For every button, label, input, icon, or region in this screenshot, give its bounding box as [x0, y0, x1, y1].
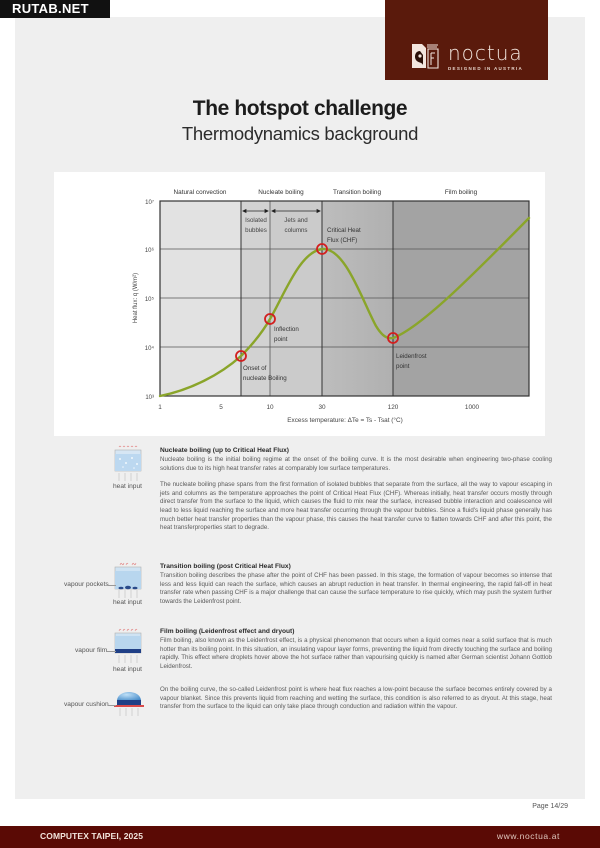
x-axis-ticks: [158, 404, 479, 411]
svg-text:10⁷: 10⁷: [145, 200, 154, 206]
svg-text:1: 1: [158, 404, 162, 411]
svg-text:point: point: [396, 363, 410, 370]
svg-text:columns: columns: [284, 227, 308, 234]
brand-logo: [385, 0, 548, 80]
footer-event: COMPUTEX TAIPEI, 2025: [40, 831, 144, 841]
svg-text:Jets and: Jets and: [284, 217, 308, 224]
page-subtitle: Thermodynamics background: [181, 123, 419, 144]
svg-text:bubbles: bubbles: [245, 227, 267, 234]
section-title: Transition boiling (post Critical Heat Flux): [160, 563, 291, 570]
owl-logo-icon: [410, 41, 442, 71]
label-film-boiling: Film boiling: [444, 189, 478, 196]
svg-text:nucleate Boiling: nucleate Boiling: [243, 375, 287, 382]
y-axis-label: Heat flux: q (W/m²): [133, 272, 139, 324]
svg-text:Isolated: Isolated: [245, 217, 267, 224]
section-nucleate-boiling: Nucleate boiling (up to Critical Heat Flux) Nucleate boiling is the initial boiling regime at the onset of the boiling curve. It is the most desirable when engineering two-phase cooling solutions due to its high heat transfer rates at comparably low surface temperatures. The nucleate boiling phase spans from the first formation of isolated bubbles that separate from the surface, all the way to vapour escaping in jets and columns as the temperature approaches the point of Critical Heat Flux (CHF). Whereas initially, heat transfer occurs mostly through direct transfer from the surface to the liquid, which causes the fluid to mix near the surface, increased bubble interaction and coalescence will lead to less liquid reaching the surface and more heat transfer occurring through the vapour bubbles. Since a fluid's liquid phase generally has much better heat transfer properties than the vapour phase, this causes the heat transfer curve to flatten towards CHF and after this point, the heat transferproperties start to degrade.: [160, 447, 552, 532]
label-vapour-film: vapour film: [75, 647, 108, 654]
vapour-cushion-illustration: [112, 687, 146, 721]
section-title: Nucleate boiling (up to Critical Heat Flux): [160, 447, 289, 454]
brand-name: noctua: [448, 41, 523, 65]
label-vapour-pockets: vapour pockets: [64, 581, 109, 588]
svg-text:10: 10: [266, 404, 274, 411]
chart-canvas: [54, 172, 545, 436]
svg-text:10⁶: 10⁶: [144, 248, 154, 254]
label-heat-input-2: heat input: [113, 599, 142, 606]
region-film: [393, 201, 529, 396]
brand-tagline: DESIGNED IN AUSTRIA: [448, 66, 524, 71]
svg-text:10⁵: 10⁵: [144, 297, 154, 303]
section-film-boiling: Film boiling (Leidenfrost effect and dryout) Film boiling, also known as the Leidenfrost effect, is a physical phenomenon that occurs when a liquid comes near a solid surface that is much hotter than its boiling point. In this situation, an insulating vapour layer forms, preventing the liquid from directly touching the surface and boiling rapidly. This effect where droplets hover above the hot surface rather than vapourising quickly is named after German scientist Johann Gottlob Leidenfrost.: [160, 628, 552, 670]
section-leidenfrost-point: On the boiling curve, the so-called Leidenfrost point is where heat flux reaches a low-point because the surface becomes entirely covered by a vapour blanket. Since this prevents liquid from reaching and wetting the surface, this condition is also referred to as dryout. At this stage, heat transfer from the surface to the liquid can only take place through conduction and radiation within the vapour.: [160, 686, 552, 711]
footer-bar: [0, 826, 600, 848]
y-axis-ticks: [145, 199, 155, 401]
annotation-inflection: Inflection: [274, 326, 299, 333]
svg-text:point: point: [274, 336, 288, 343]
film-boiling-illustration: [110, 625, 146, 665]
boiling-curve-chart: [54, 172, 545, 436]
annotation-leidenfrost: Leidenfrost: [396, 353, 427, 360]
section-title: Film boiling (Leidenfrost effect and dryout): [160, 628, 295, 635]
transition-boiling-illustration: [110, 559, 146, 599]
leader-line: [107, 651, 116, 652]
annotation-onset: Onset of: [243, 365, 267, 372]
page-number: Page 14/29: [532, 803, 568, 810]
page-title: The hotspot challenge: [192, 97, 408, 120]
svg-text:10³: 10³: [145, 395, 154, 401]
svg-text:10⁴: 10⁴: [144, 346, 154, 352]
label-heat-input-1: heat input: [113, 483, 142, 490]
svg-text:1000: 1000: [464, 404, 480, 411]
svg-text:120: 120: [387, 404, 399, 411]
leader-line: [108, 705, 116, 706]
svg-text:30: 30: [318, 404, 326, 411]
nucleate-boiling-illustration: [110, 443, 146, 483]
leader-line: [108, 585, 116, 586]
label-vapour-cushion: vapour cushion: [64, 701, 109, 708]
watermark: RUTAB.NET: [0, 0, 110, 18]
label-natural-convection: Natural convection: [173, 189, 227, 196]
section-transition-boiling: Transition boiling (post Critical Heat Flux) Transition boiling describes the phase after the point of CHF has been passed. In this stage, the formation of vapour becomes so intense that less and less liquid can reach the surface, which causes an abrupt reduction in heat transfer. In thermal engineering, the rapid fall-off in heat transfer rate when passing CHF is a major challenge that can cause the surface temperature to rise quickly, which may push the system further towards the Leidenfrost point.: [160, 563, 552, 605]
label-heat-input-3: heat input: [113, 666, 142, 673]
footer-website-link[interactable]: www.noctua.at: [496, 831, 560, 841]
svg-text:Flux (CHF): Flux (CHF): [327, 237, 358, 244]
svg-text:5: 5: [219, 404, 223, 411]
x-axis-label: Excess temperature: ΔTe = Ts - Tsat (°C): [287, 417, 403, 424]
annotation-chf: Critical Heat: [327, 227, 361, 234]
label-nucleate-boiling: Nucleate boiling: [258, 189, 304, 196]
label-transition-boiling: Transition boiling: [332, 189, 382, 196]
